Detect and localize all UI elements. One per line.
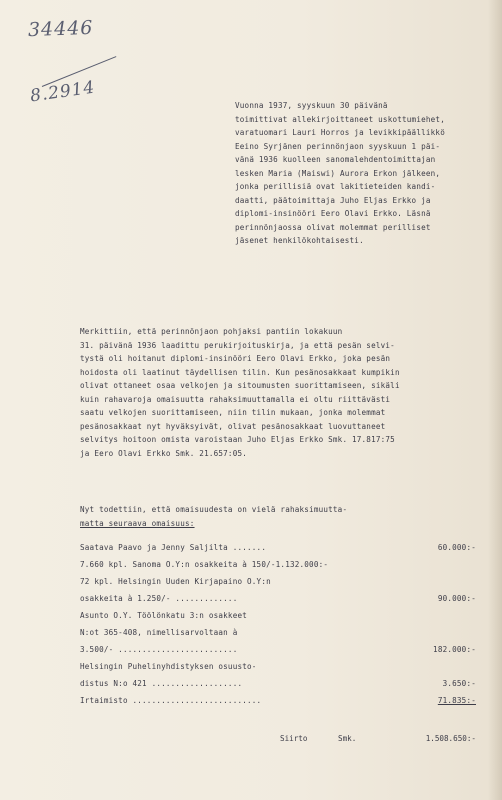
text-line: hoidosta oli laatinut täydellisen tilin. Kun pesänosakkaat kumpikin	[80, 367, 400, 377]
property-description: N:ot 365-408, nimellisarvoltaan à	[80, 628, 238, 637]
property-description: distus N:o 421 ...................	[80, 679, 243, 688]
property-amount: 3.650:-	[442, 679, 476, 688]
text-line: lesken Maria (Maiswi) Aurora Erkon jälkeen,	[235, 168, 441, 178]
property-amount: 60.000:-	[437, 543, 476, 552]
text-line: vänä 1936 kuolleen sanomalehdentoimittajan	[235, 155, 436, 164]
total-label: Siirto	[280, 734, 308, 743]
property-item	[80, 679, 476, 696]
text-line: selvitys hoitoon omista varoistaan Juho Eljas Erkko Smk. 17.817:75	[80, 435, 395, 444]
property-amount: 71.835:-	[437, 696, 476, 705]
text-line: perinnönjaossa olivat molemmat perilliset	[235, 222, 431, 232]
paragraph-remaining-property	[80, 503, 347, 530]
property-item	[80, 594, 476, 611]
property-description: 7.660 kpl. Sanoma O.Y:n osakkeita à 150/-1.132.000:-	[80, 560, 329, 569]
archive-number: 34446	[27, 16, 94, 42]
text-line: Nyt todettiin, että omaisuudesta on vielä rahaksimuutta-	[80, 505, 348, 514]
text-line: diplomi-insinööri Eero Olavi Erkko. Läsnä	[235, 209, 431, 218]
text-line: kuin rahavaroja omaisuutta rahaksimuuttamalla ei oltu riittävästi	[80, 394, 391, 404]
text-line: varatuomari Lauri Horros ja levikkipäällikkö	[235, 128, 445, 137]
page-edge-shadow	[488, 0, 502, 800]
property-amount: 90.000:-	[437, 594, 476, 603]
property-list	[80, 543, 476, 713]
text-line: pesänosakkaat nyt hyväksyivät, olivat pesänosakkaat luovuttaneet	[80, 421, 386, 431]
text-line: jonka perillisiä ovat lakitieteiden kandi-	[235, 182, 436, 191]
property-item	[80, 543, 476, 560]
property-item	[80, 577, 476, 594]
property-item	[80, 611, 476, 628]
property-item	[80, 662, 476, 679]
property-item	[80, 560, 476, 577]
text-line: olivat ottaneet osaa velkojen ja sitoumusten suorittamiseen, sikäli	[80, 381, 400, 390]
total-currency: Smk.	[338, 734, 357, 743]
property-item	[80, 696, 476, 713]
property-description: Asunto O.Y. Töölönkatu 3:n osakkeet	[80, 611, 248, 620]
property-description: 3.500/- .........................	[80, 645, 238, 654]
text-line: 31. päivänä 1936 laadittu perukirjoituskirja, ja että pesän selvi-	[80, 340, 395, 350]
property-item	[80, 645, 476, 662]
property-description: Helsingin Puhelinyhdistyksen osuusto-	[80, 662, 257, 671]
text-line: Eeino Syrjänen perinnönjaon syyskuun 1 päi-	[235, 141, 441, 151]
property-description: osakkeita à 1.250/- .............	[80, 594, 238, 603]
text-line: saatu velkojen suorittamiseen, niin tilin mukaan, jonka molemmat	[80, 408, 386, 417]
property-description: Saatava Paavo ja Jenny Saljilta .......	[80, 543, 267, 552]
total-amount: 1.508.650:-	[425, 734, 476, 743]
carried-forward-total	[80, 734, 476, 748]
paragraph-settlement	[80, 325, 400, 460]
property-amount: 182.000:-	[433, 645, 476, 654]
text-line: Vuonna 1937, syyskuun 30 päivänä	[235, 101, 388, 110]
property-description: 72 kpl. Helsingin Uuden Kirjapaino O.Y:n	[80, 577, 271, 586]
text-line: ja Eero Olavi Erkko Smk. 21.657:05.	[80, 448, 248, 458]
text-line: Merkittiin, että perinnönjaon pohjaksi pantiin lokakuun	[80, 327, 343, 336]
reference-number: 8.2914	[28, 77, 97, 107]
property-item	[80, 628, 476, 645]
text-line: daatti, päätoimittaja Juho Eljas Erkko ja	[235, 195, 431, 205]
text-line: matta seuraava omaisuus:	[80, 518, 195, 528]
text-line: tystä oli hoitanut diplomi-insinööri Eero Olavi Erkko, joka pesän	[80, 354, 391, 363]
text-line: jäsenet henkilökohtaisesti.	[235, 236, 364, 245]
paragraph-opening	[235, 99, 445, 248]
text-line: toimittivat allekirjoittaneet uskottumiehet,	[235, 114, 445, 124]
property-description: Irtaimisto ...........................	[80, 696, 262, 705]
